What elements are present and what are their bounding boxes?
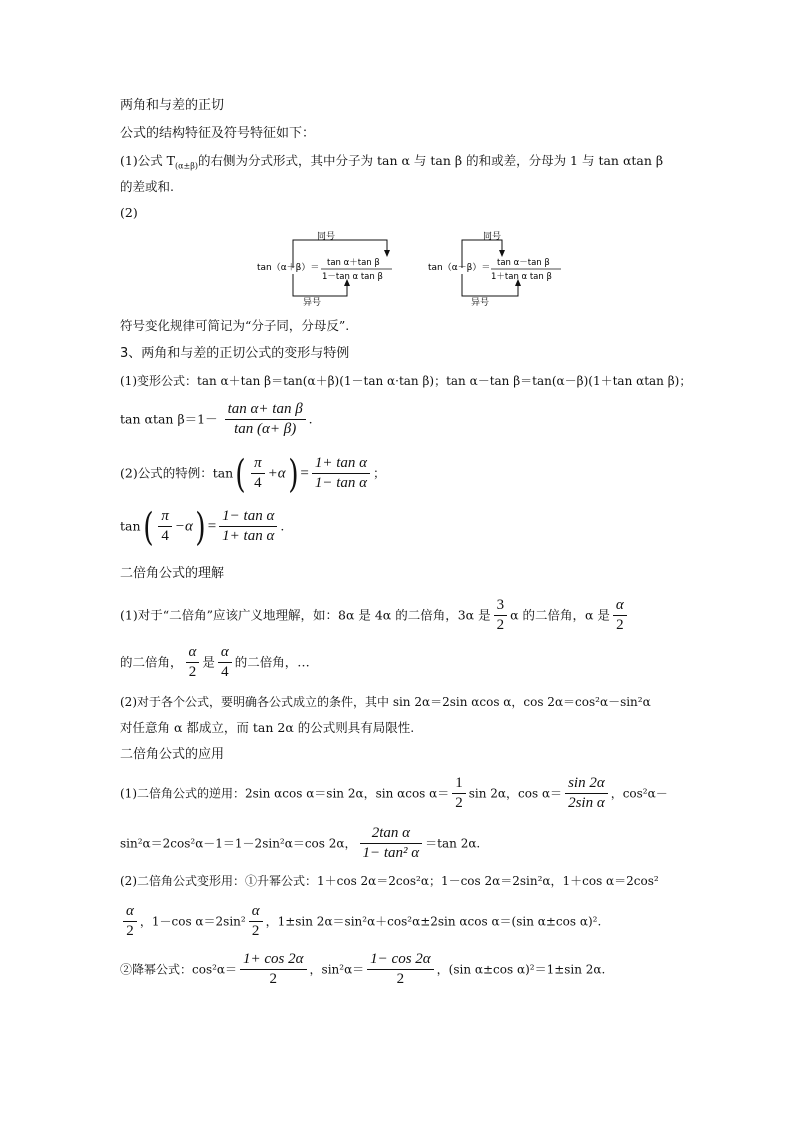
paragraph-structure-1-cont: 的差或和. [120,179,174,194]
tan-sum-denominator: 1－tan α tan β [322,272,383,282]
tan-diff-lhs: tan（α－β）＝ [428,263,491,273]
fraction: $\frac{\alpha}{4}$ [218,643,232,682]
diagram-plus [257,231,392,308]
fraction: $\frac{1+ \cos 2\alpha}{2}$ [240,950,307,989]
section-heading-application: 二倍角公式的应用 [120,747,225,762]
application-1: (1)二倍角公式的逆用：2sin αcos α＝sin 2α，sin αcos α＝ $\frac{1}{2}$ sin 2α，cos α＝ $\frac{\sin 2\alpha}{\text{2sin α}}$ ，cos²α－ [120,775,668,811]
fraction: $\frac{\pi}{4}$ [158,507,172,546]
section-heading-3: 3、两角和与差的正切公式的变形与特例 [120,346,350,361]
application-1-cont: sin²α＝2cos²α－1＝1－2sin²α＝cos 2α， $\frac{\text{2tan α}}{\text{1− tan² α}}$ ＝tan 2α. [120,825,481,861]
tan-diff-numerator: tan α－tan β [497,258,550,268]
diff-sign-label: 异号 [303,298,322,308]
fraction: $\frac{1- \cos 2\alpha}{2}$ [367,950,434,989]
application-2-cont: $\frac{\alpha}{2}$ ，1－cos α＝2sin² $\frac{\alpha}{2}$ ，1±sin 2α＝sin²α＋cos²α±2sin αcos α＝(sin α±cos α)². [120,902,601,941]
same-sign-label: 同号 [317,232,336,242]
tan-diff-denominator: 1＋tan α tan β [491,272,552,282]
fraction: $\frac{3}{2}$ [494,596,508,635]
fraction: $\frac{\text{2tan α}}{\text{1− tan² α}}$ [360,824,423,863]
fraction: $\frac{\alpha}{2}$ [186,643,200,682]
structure-heading: 公式的结构特征及符号特征如下： [120,126,316,141]
sign-rule-summary: 符号变化规律可简记为“分子同，分母反”. [120,318,350,333]
deformation-formula-1: (1)变形公式：tan α＋tan β＝tan(α＋β)(1－tan α·tan β)；tan α－tan β＝tan(α－β)(1＋tan αtan β)； [120,374,692,388]
diagram-minus [428,231,561,308]
understanding-2: (2)对于各个公式，要明确各公式成立的条件，其中 sin 2α＝2sin αcos α，cos 2α＝cos²α－sin²α [120,695,651,709]
paragraph-structure-1: (1)公式 $T_{(\alpha\pm\beta)}$的右侧为分式形式，其中分子为 tan α 与 tan β 的和或差，分母为 1 与 tan αtan β [120,153,664,171]
fraction: $\frac{\pi}{4}$ [251,454,265,493]
diff-sign-label-2: 异号 [471,298,490,308]
understanding-1-cont: 的二倍角， $\frac{\alpha}{2}$ 是 $\frac{\alpha}{4}$ 的二倍角，… [120,644,310,680]
special-case-1: (2)公式的特例：tan( $\frac{\pi}{4}$ +α) = $\frac{\text{1+ tan α}}{\text{1− tan α}}$ ； [120,451,386,496]
understanding-2-cont: 对任意角 α 都成立，而 tan 2α 的公式则具有局限性. [120,720,415,735]
tan-sum-lhs: tan（α＋β）＝ [257,263,320,273]
application-3: ②降幂公式：cos²α＝ $\frac{1+ \cos 2\alpha}{2}$ ，sin²α＝ $\frac{1- \cos 2\alpha}{2}$ ，(sin α±cos α)²＝1±sin 2α. [120,951,606,987]
fraction: $\frac{\alpha}{2}$ [249,902,263,941]
same-sign-label-2: 同号 [483,232,502,242]
fraction: $\frac{\text{tan α+ tan β}}{\tan (\alpha+ \beta)}$ [225,400,306,439]
special-case-2: tan( $\frac{\pi}{4}$ −α) = $\frac{\text{1− tan α}}{\text{1+ tan α}}$ . [120,504,285,549]
understanding-1: (1)对于“二倍角”应该广义地理解，如：8α 是 4α 的二倍角，3α 是 $\frac{3}{2}$ α 的二倍角，α 是 $\frac{\alpha}{2}$ [120,596,630,635]
section-heading-double-angle: 二倍角公式的理解 [120,566,225,581]
fraction: $\frac{\alpha}{2}$ [123,902,137,941]
sign-rule-diagram [255,226,575,310]
tan-sum-numerator: tan α＋tan β [327,258,380,268]
application-2: (2)二倍角公式变形用：①升幂公式：1＋cos 2α＝2cos²α；1－cos 2α＝2sin²α，1＋cos α＝2cos² [120,874,659,888]
fraction: $\frac{1}{2}$ [452,774,466,813]
section-heading-tan-sum: 两角和与差的正切 [120,98,225,113]
fraction: $\frac{\text{1+ tan α}}{\text{1− tan α}}$ [312,454,370,493]
deformation-formula-2: tan αtan β＝1－ $\frac{\text{tan α+ tan β}}{\tan (\alpha+ \beta)}$ . [120,401,313,437]
fraction: $\frac{\sin 2\alpha}{\text{2sin α}}$ [565,774,608,813]
fraction: $\frac{\text{1− tan α}}{\text{1+ tan α}}$ [219,507,277,546]
fraction: $\frac{\alpha}{2}$ [613,596,627,635]
paragraph-structure-2-label: (2) [120,205,138,220]
